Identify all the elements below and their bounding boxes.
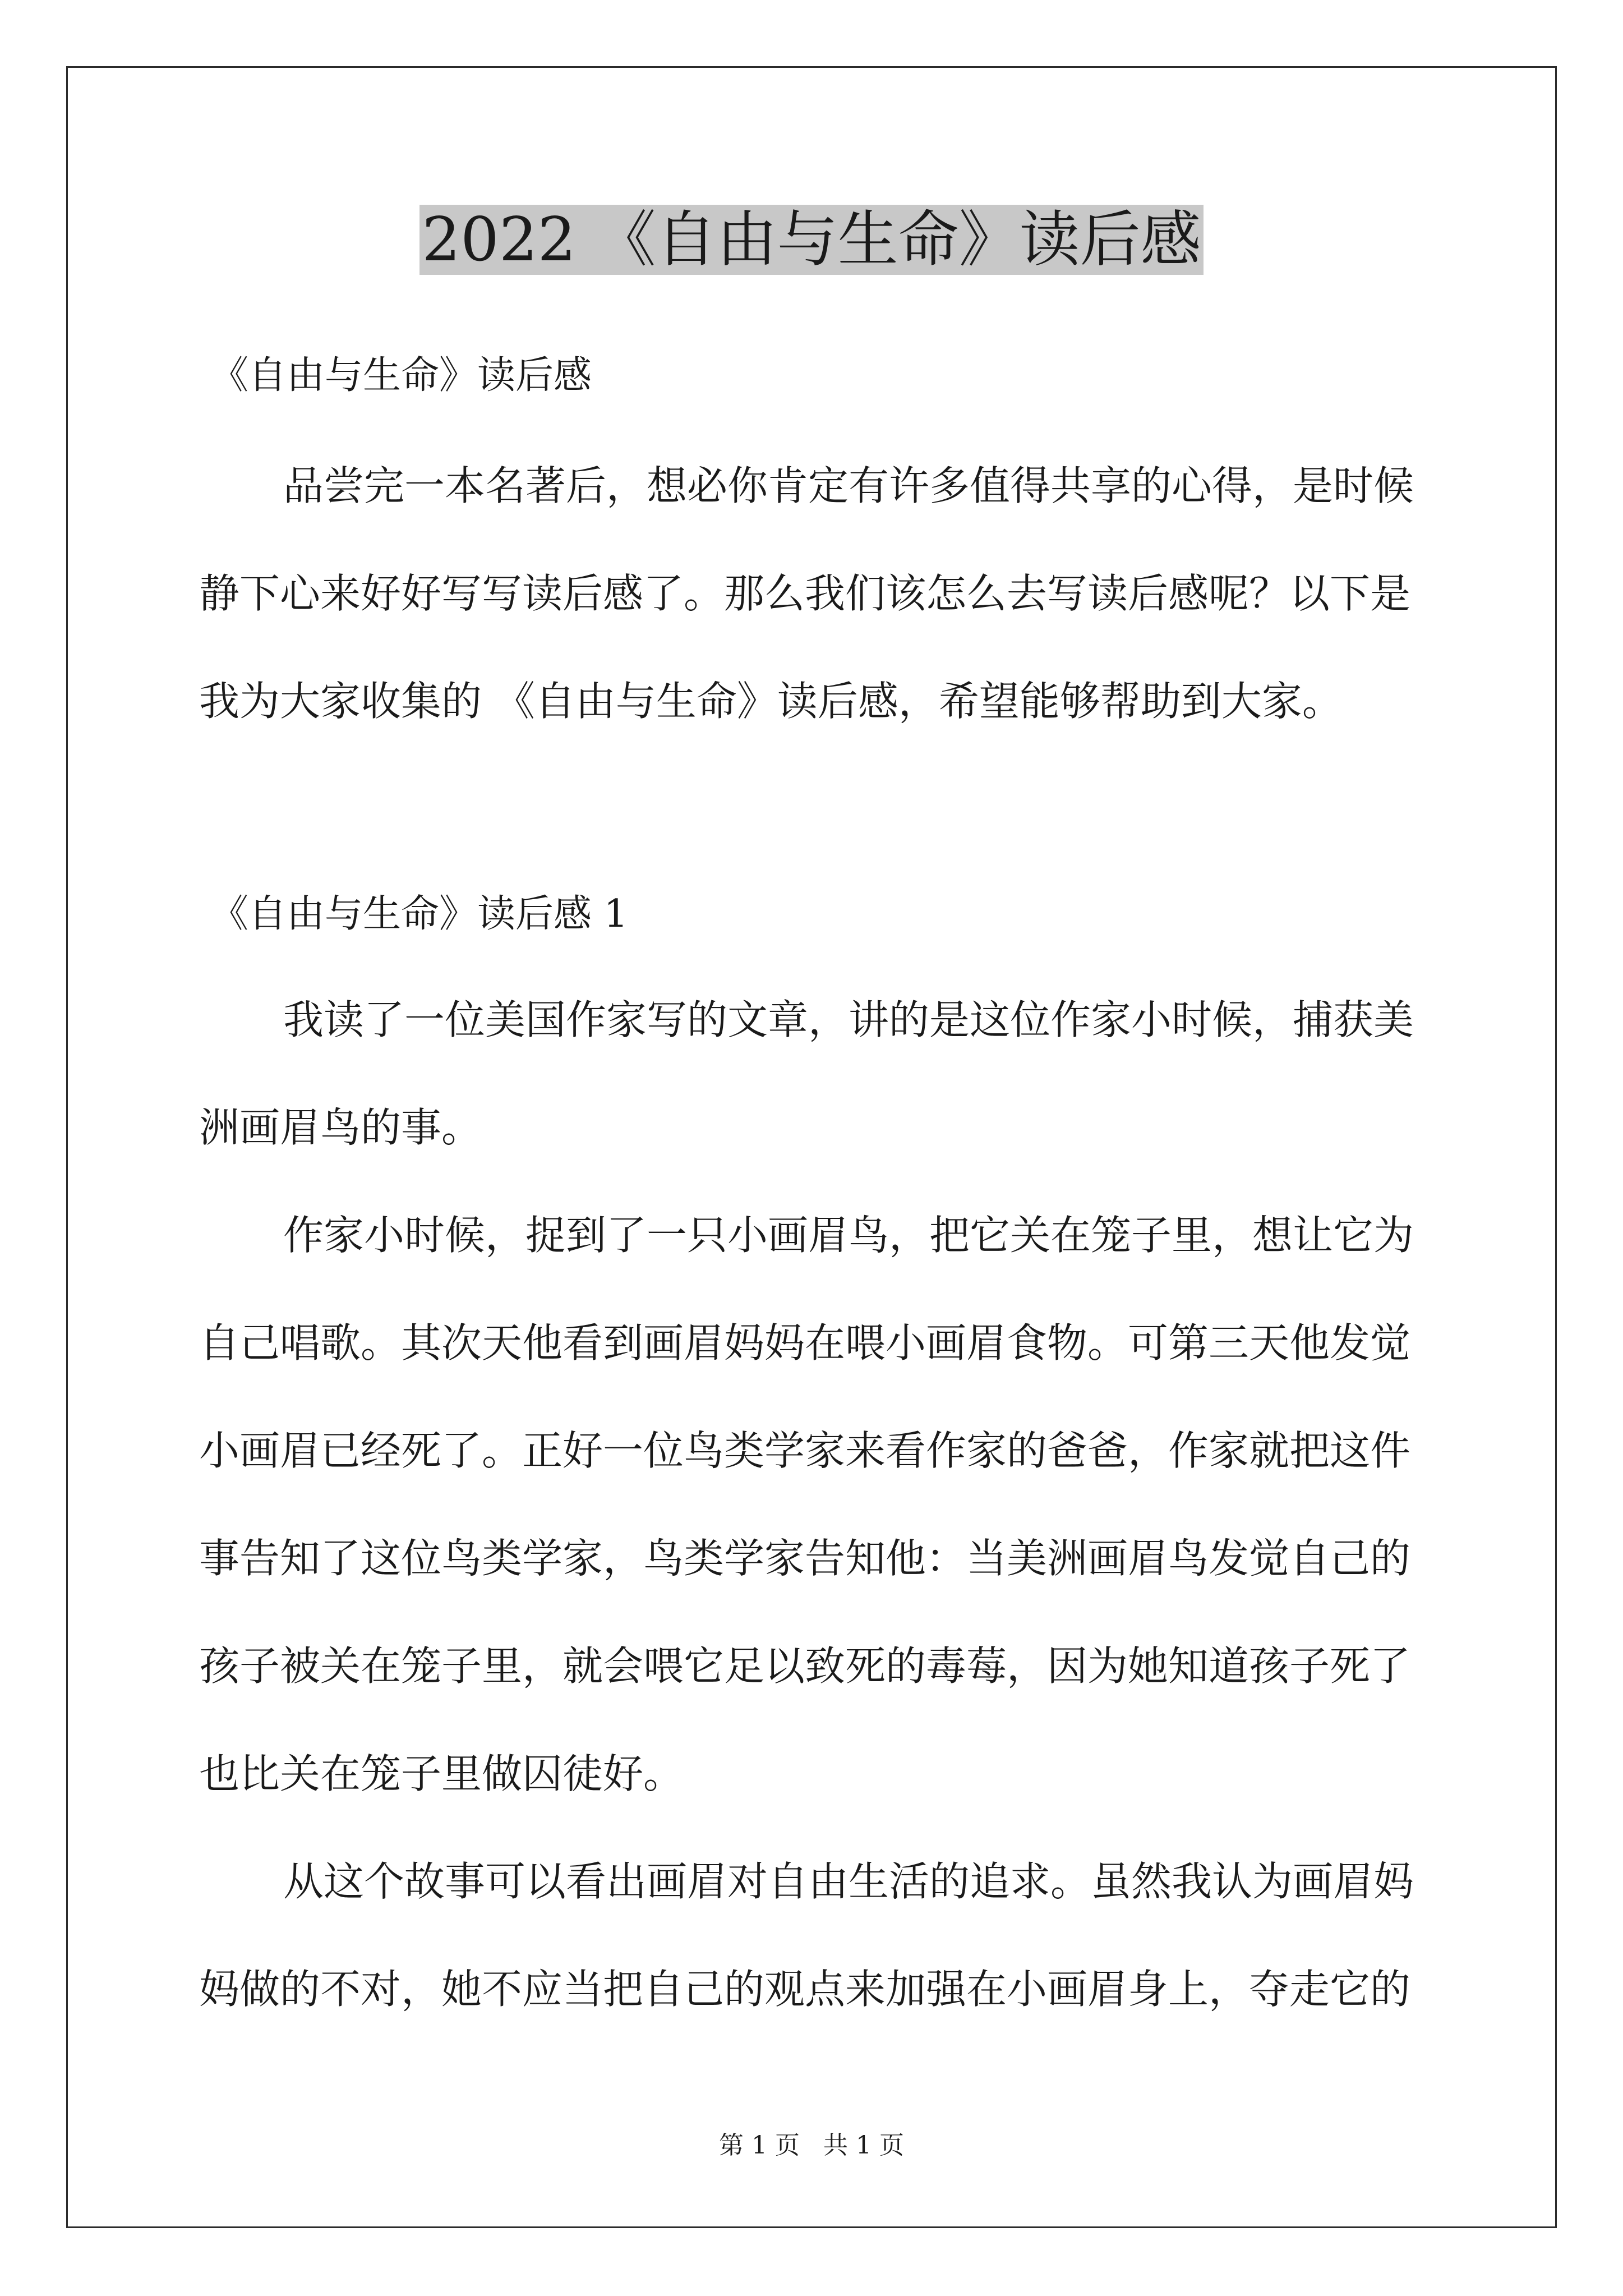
paragraph-line: 也比关在笼子里做囚徒好。	[199, 1750, 684, 1797]
paragraph-line: 小画眉已经死了。正好一位鸟类学家来看作家的爸爸，作家就把这件	[199, 1427, 1411, 1474]
page-footer: 第 1 页 共 1 页	[719, 2131, 904, 2160]
paragraph-line: 静下心来好好写写读后感了。那么我们该怎么去写读后感呢？以下是	[199, 570, 1411, 617]
paragraph-line: 作家小时候，捉到了一只小画眉鸟，把它关在笼子里，想让它为	[283, 1212, 1414, 1259]
paragraph-line: 妈做的不对，她不应当把自己的观点来加强在小画眉身上，夺走它的	[199, 1966, 1411, 2013]
paragraph-line: 事告知了这位鸟类学家，鸟类学家告知他：当美洲画眉鸟发觉自己的	[199, 1535, 1411, 1582]
document-title-text: 2022 《自由与生命》读后感	[419, 205, 1203, 275]
section-heading: 《自由与生命》读后感 1	[210, 892, 628, 936]
paragraph-line: 我为大家收集的 《自由与生命》读后感，希望能够帮助到大家。	[199, 678, 1343, 725]
paragraph-line: 我读了一位美国作家写的文章，讲的是这位作家小时候，捕获美	[283, 996, 1414, 1043]
section-heading: 《自由与生命》读后感	[210, 353, 592, 398]
paragraph-line: 从这个故事可以看出画眉对自由生活的追求。虽然我认为画眉妈	[283, 1858, 1414, 1905]
paragraph-line: 品尝完一本名著后，想必你肯定有许多值得共享的心得，是时候	[283, 462, 1414, 509]
paragraph-line: 孩子被关在笼子里，就会喂它足以致死的毒莓，因为她知道孩子死了	[199, 1642, 1411, 1690]
document-title	[0, 201, 1623, 279]
paragraph-line: 自己唱歌。其次天他看到画眉妈妈在喂小画眉食物。可第三天他发觉	[199, 1319, 1411, 1366]
paragraph-line: 洲画眉鸟的事。	[199, 1104, 482, 1151]
